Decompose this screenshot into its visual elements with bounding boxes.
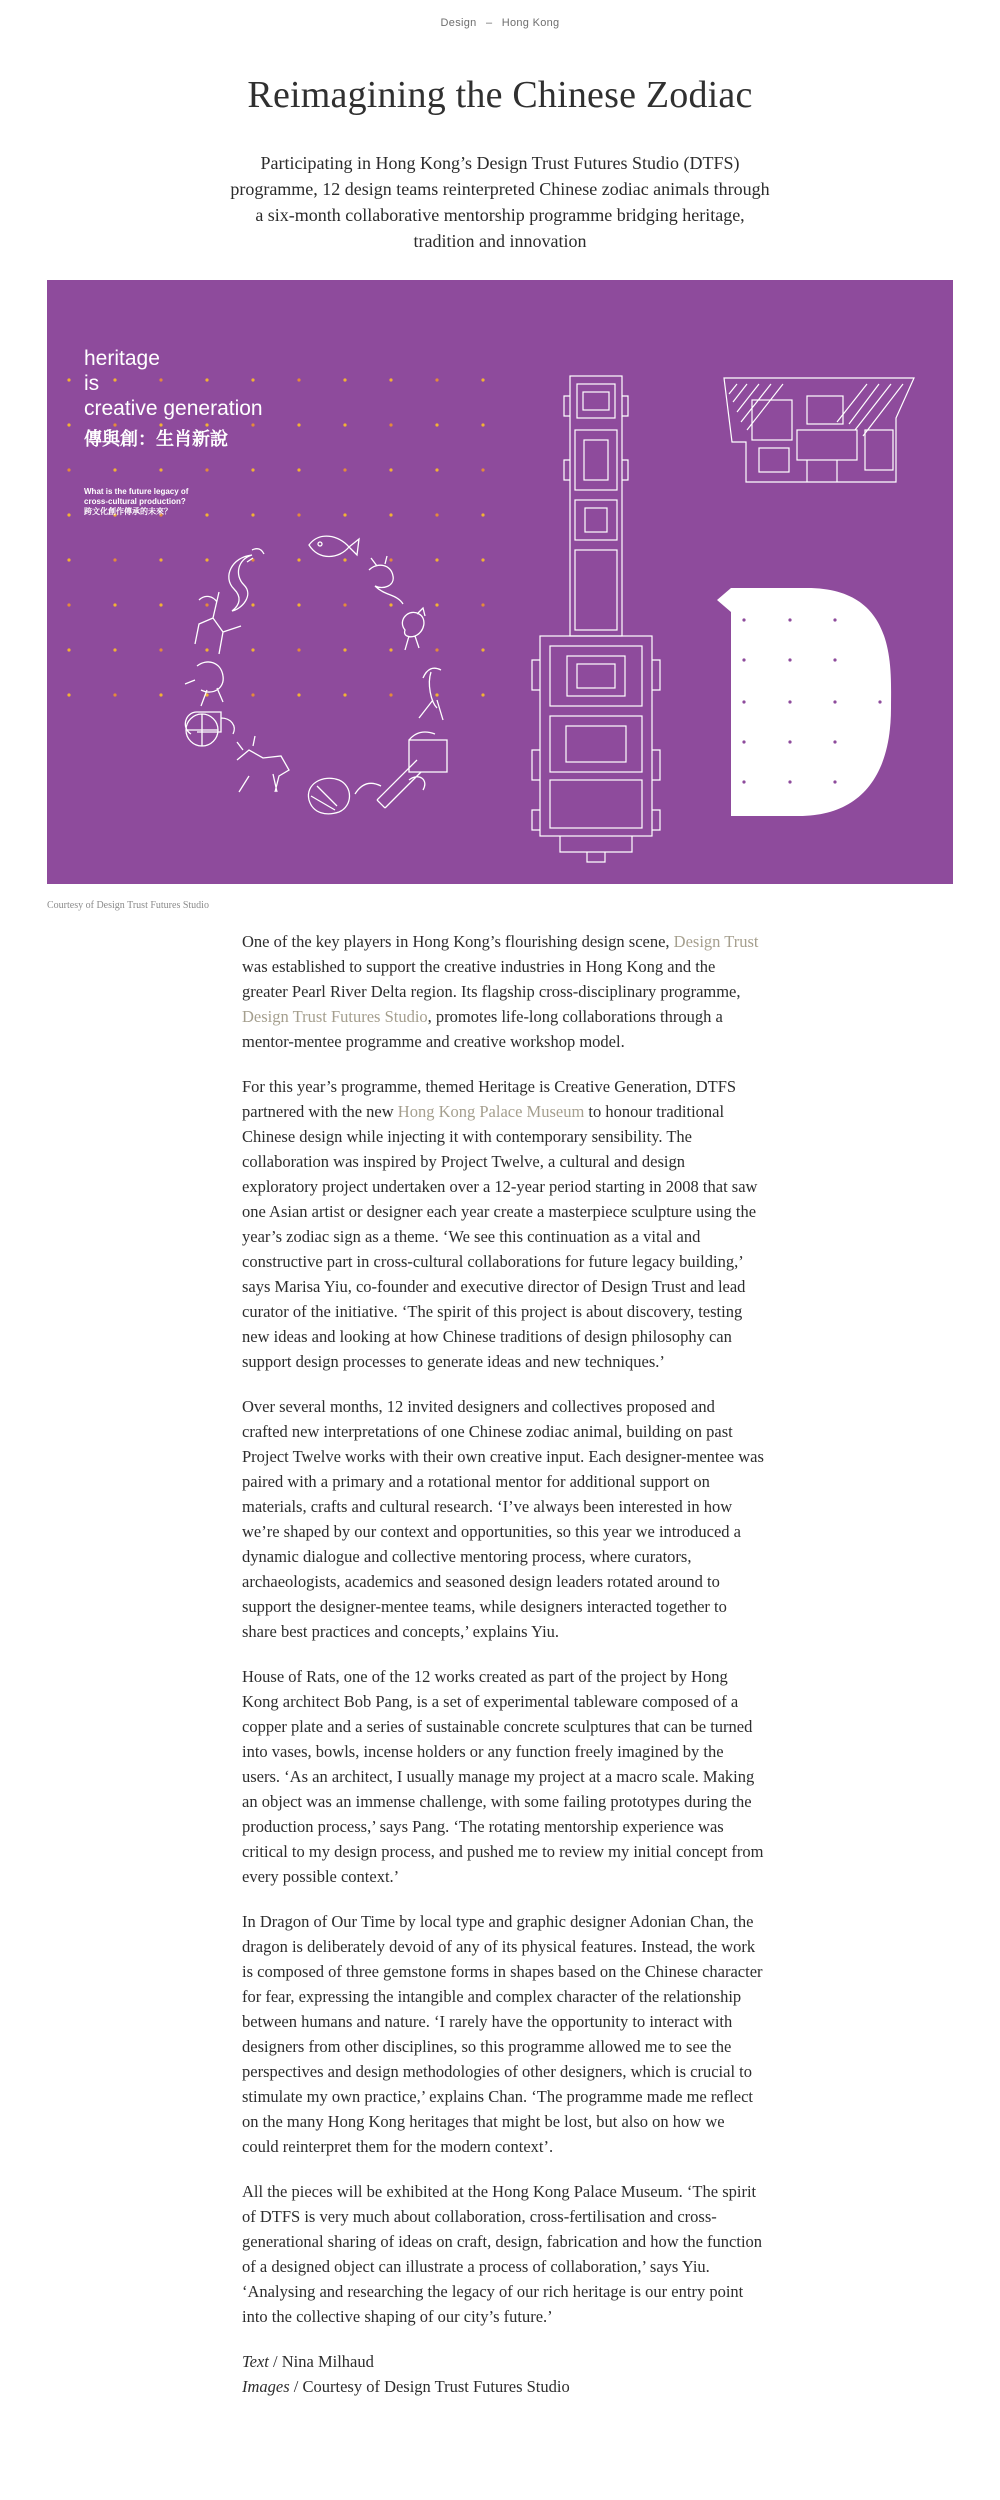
hero-dot: [481, 558, 484, 561]
hero-chinese-title: 傳與創：生肖新說: [84, 429, 228, 450]
hero-dot: [435, 468, 438, 471]
hero-dot: [481, 648, 484, 651]
hero-line-heritage: heritage: [84, 347, 160, 370]
hero-dot: [159, 648, 162, 651]
paragraph-2-text-b: to honour traditional Chinese design while injecting it with contemporary sensibility. The collaboration was inspired by Project Twelve, a cultural and design exploratory project undertaken over a 12-year period starting in 2008 that saw one Asian artist or designer each year create a masterpiece sculpture using the year’s zodiac sign as a theme. ‘We see this continuation as a vital and constructive part in cross-cultural collaborations for future legacy building,’ says Marisa Yiu, co-founder and executive director of Design Trust and lead curator of the initiative. ‘The spirit of this project is about discovery, testing new ideas and looking at how Chinese traditions of design philosophy can support design processes to generate ideas and new techniques.’: [242, 1102, 758, 1371]
hero-dot: [297, 603, 300, 606]
paragraph-6: All the pieces will be exhibited at the Hong Kong Palace Museum. ‘The spirit of DTFS is very much about collaboration, cross-fertilisation and cross-generational sharing of ideas on craft, design, fabrication and how the function of a designed object can illustrate a process of collaboration,’ says Yiu. ‘Analysing and researching the legacy of our rich heritage is our entry point into the collective shaping of our city’s future.’: [242, 2182, 763, 2326]
paragraph-5: In Dragon of Our Time by local type and graphic designer Adonian Chan, the dragon is deliberately devoid of any of its physical features. Instead, the work is composed of three gemstone forms in shapes based on the Chinese character for fear, expressing the intangible and complex character of the relationship between humans and nature. ‘I rarely have the opportunity to interact with designers from other disciplines, so this programme allowed me to see the perspectives and design methodologies of other designers, which is crucial to stimulate my own practice,’ explains Chan. ‘The programme made me reflect on the many Hong Kong heritages that might be lost, but also on how we could reinterpret them for the modern context’.: [242, 1912, 763, 2156]
hero-dot: [389, 378, 392, 381]
hero-image: [47, 280, 953, 884]
credit-images-label: Images: [242, 2377, 290, 2396]
hero-dot: [481, 378, 484, 381]
breadcrumb-location-link[interactable]: Hong Kong: [501, 17, 560, 29]
hero-dot: [297, 648, 300, 651]
hero-dot: [435, 693, 438, 696]
hero-question-en-1: What is the future legacy of: [84, 487, 189, 496]
hero-question: [84, 487, 263, 517]
hero-dot: [205, 603, 208, 606]
hero-dot: [67, 558, 70, 561]
hero-dot: [67, 513, 70, 516]
hatched-plan-drawing: [724, 378, 914, 482]
credit-text-value: / Nina Milhaud: [268, 2352, 374, 2371]
paragraph-3: Over several months, 12 invited designers and collectives proposed and crafted new interpretations of one Chinese zodiac animal, building on past Project Twelve works with their own creative input. Each designer-mentee was paired with a primary and a rotational mentor for additional support on materials, crafts and cultural research. ‘I’ve always been interested in how we’re shaped by our context and opportunities, so this year we introduced a dynamic dialogue and collective mentoring process, where curators, archaeologists, academics and seasoned design leaders rotated around to support the designer-mentee teams, while designers interacted together to share best practices and concepts,’ explains Yiu.: [242, 1397, 764, 1641]
paragraph-2: [242, 1074, 764, 1374]
hero-dot: [343, 558, 346, 561]
hero-dot: [159, 693, 162, 696]
hero-dot: [389, 468, 392, 471]
hero-dot: [435, 648, 438, 651]
breadcrumb-section-link[interactable]: Design: [440, 17, 477, 29]
hero-dot: [435, 558, 438, 561]
paragraph-1-text-b: was established to support the creative industries in Hong Kong and the greater Pearl River Delta region. Its flagship cross-disciplinary programme,: [242, 957, 741, 1001]
hero-dot: [159, 558, 162, 561]
hero-dot: [435, 513, 438, 516]
hero-dot: [481, 693, 484, 696]
article-credits: [242, 2349, 764, 2399]
credit-text-label: Text: [242, 2352, 269, 2371]
hero-dot: [205, 648, 208, 651]
credit-text: [242, 2349, 764, 2374]
paragraph-2-text-a: For this year’s programme, themed Heritage is Creative Generation, DTFS partnered with the new: [242, 1077, 737, 1121]
hero-dot: [389, 513, 392, 516]
hero-dot: [159, 603, 162, 606]
hero-dot: [67, 468, 70, 471]
credit-images-value: / Courtesy of Design Trust Futures Studio: [289, 2377, 570, 2396]
hero-dot: [435, 423, 438, 426]
hero-dot: [297, 423, 300, 426]
image-caption: Courtesy of Design Trust Futures Studio: [47, 900, 209, 911]
hero-dot: [389, 558, 392, 561]
design-trust-futures-studio-link[interactable]: Design Trust Futures Studio: [242, 1007, 428, 1026]
hero-dot: [113, 558, 116, 561]
hero-dot: [297, 558, 300, 561]
hero-question-en-2: cross-cultural production?: [84, 497, 186, 506]
hero-dot: [343, 468, 346, 471]
page-title: Reimagining the Chinese Zodiac: [247, 74, 753, 116]
hero-dot: [481, 603, 484, 606]
hero-dot: [389, 603, 392, 606]
hero-dot: [205, 558, 208, 561]
architectural-plan-drawing: [532, 376, 660, 862]
hero-dot: [389, 648, 392, 651]
hero-dot: [435, 603, 438, 606]
hero-line-creative-generation: creative generation: [84, 397, 263, 420]
zodiac-ring-drawings: [185, 536, 447, 814]
hero-dot: [113, 603, 116, 606]
hero-dot: [67, 648, 70, 651]
hero-dot: [389, 423, 392, 426]
paragraph-4: House of Rats, one of the 12 works created as part of the project by Hong Kong architect Bob Pang, is a set of experimental tableware composed of a copper plate and a series of sustainable concrete sculptures that can be turned into vases, bowls, incense holders or any function freely imagined by the users. ‘As an architect, I usually manage my project at a macro scale. Making an object was an immense challenge, with some failing prototypes during the production process,’ says Pang. ‘The rotating mentorship experience was critical to my design process, and pushed me to review my initial concept from every possible context.’: [242, 1667, 764, 1886]
hero-dot: [389, 693, 392, 696]
article-subtitle: Participating in Hong Kong’s Design Trust Futures Studio (DTFS) programme, 12 design teams reinterpreted Chinese zodiac animals through a six-month collaborative mentorship programme bridging heritage, tradition and innovation: [230, 153, 770, 251]
hero-dot: [435, 378, 438, 381]
hero-dot: [113, 693, 116, 696]
hero-dot: [297, 468, 300, 471]
hong-kong-palace-museum-link[interactable]: Hong Kong Palace Museum: [397, 1102, 585, 1121]
credit-images: [242, 2374, 764, 2399]
hero-dot: [481, 513, 484, 516]
breadcrumb: [0, 0, 1000, 39]
hero-dot: [343, 648, 346, 651]
hero-dot: [343, 513, 346, 516]
paragraph-1-text-a: One of the key players in Hong Kong’s flourishing design scene,: [242, 932, 674, 951]
hero-dot: [481, 423, 484, 426]
article-body: [242, 929, 764, 2399]
hero-dot: [67, 423, 70, 426]
hero-dot: [251, 648, 254, 651]
hero-dot: [67, 378, 70, 381]
hero-dot: [343, 378, 346, 381]
hero-line-is: is: [84, 372, 100, 395]
paragraph-1: [242, 929, 764, 1054]
hero-dot: [297, 378, 300, 381]
hero-dot: [113, 648, 116, 651]
hero-dot: [343, 603, 346, 606]
hero-dot: [251, 603, 254, 606]
hero-dot: [297, 693, 300, 696]
hero-dot: [67, 693, 70, 696]
design-trust-link[interactable]: Design Trust: [673, 932, 759, 951]
hero-dot: [67, 603, 70, 606]
hero-dot: [297, 513, 300, 516]
paragraph-1-text-c: , promotes life-long collaborations through a mentor-mentee programme and creative workshop model.: [242, 1007, 723, 1051]
hero-question-zh: 跨文化創作傳承的未來？: [84, 507, 172, 516]
hero-dot: [343, 423, 346, 426]
breadcrumb-separator: –: [485, 17, 493, 29]
hero-dot: [251, 693, 254, 696]
hero-dot: [481, 468, 484, 471]
hero-dot: [343, 693, 346, 696]
hero-text-block: [84, 346, 263, 517]
